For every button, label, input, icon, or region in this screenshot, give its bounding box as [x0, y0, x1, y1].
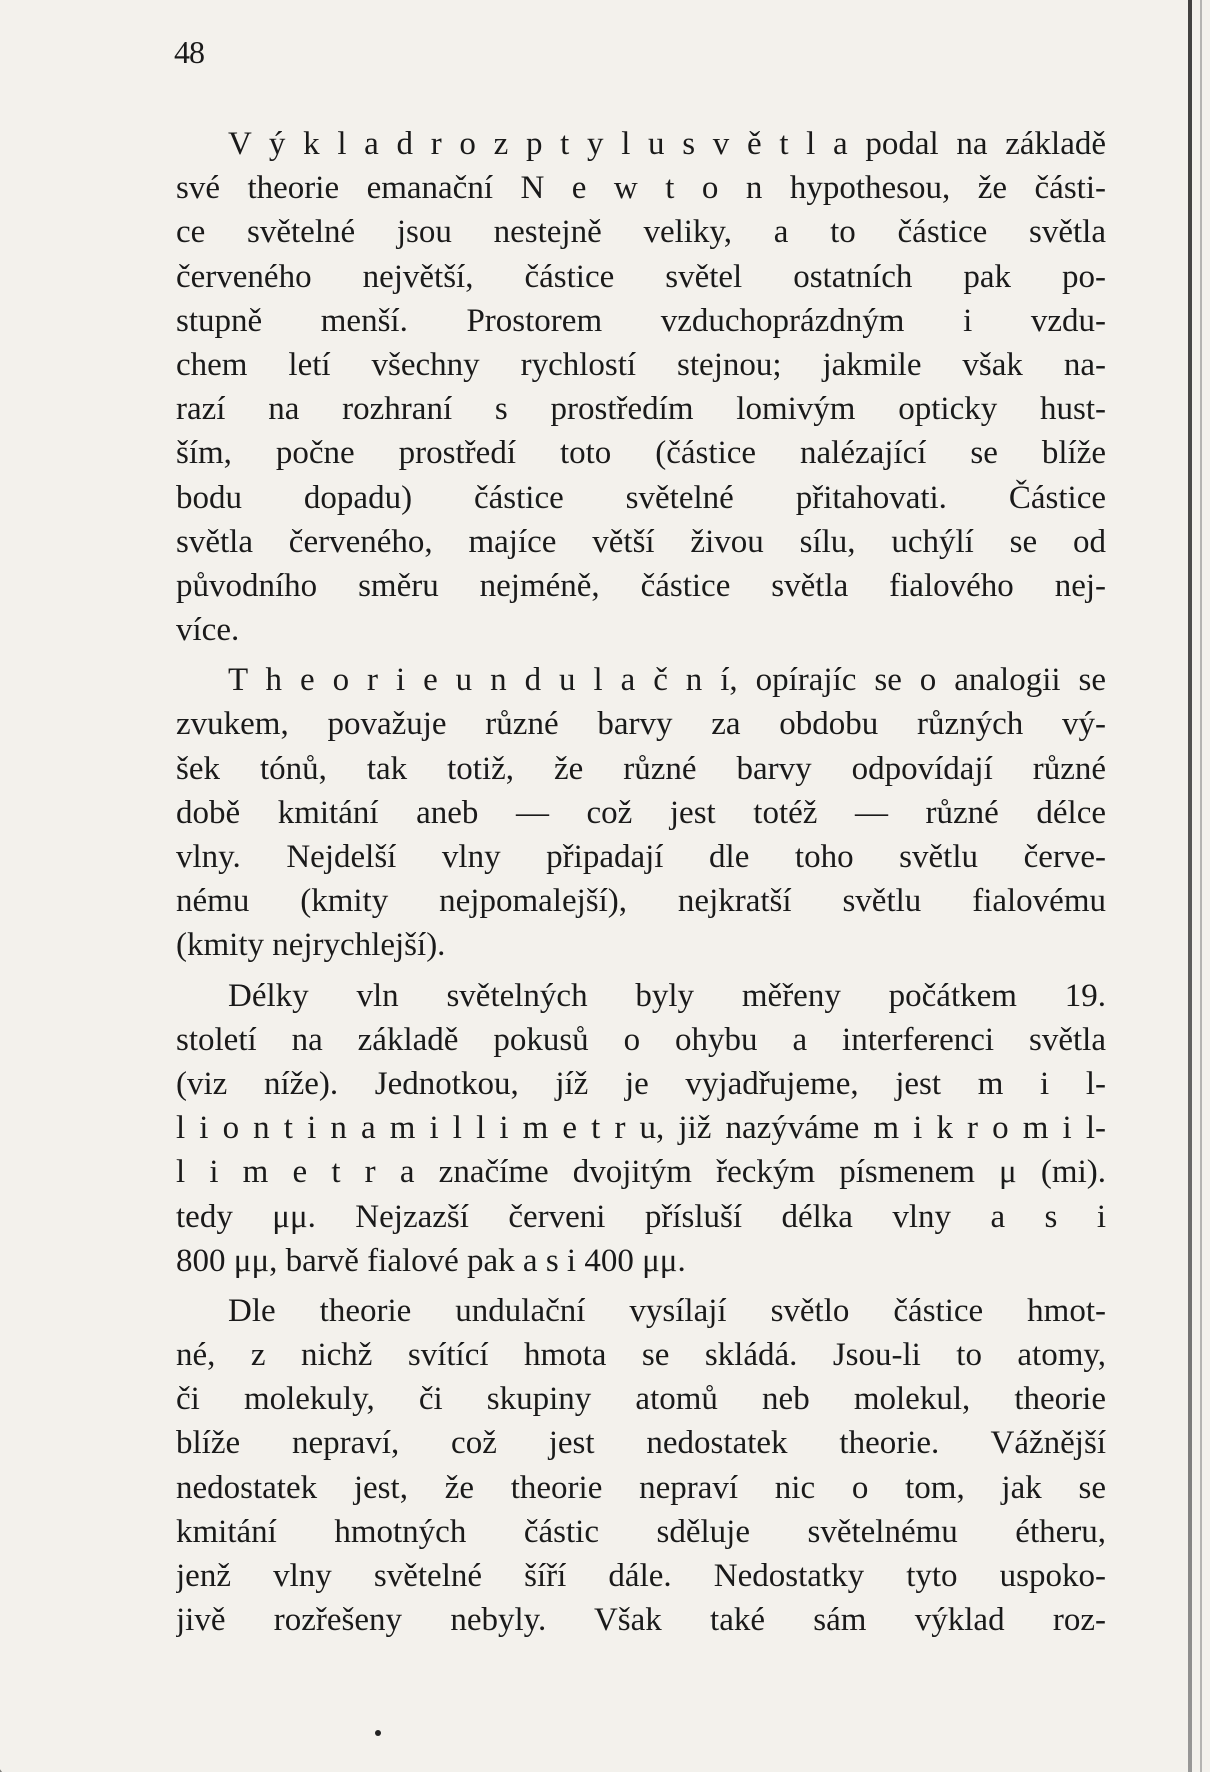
text-line: (kmity nejrychlejší).	[176, 927, 446, 964]
text-line: bodu dopadu) částice světelné přitahovati. Částice	[176, 479, 1106, 516]
text-line: 800 μμ, barvě fialové pak a s i 400 μμ.	[176, 1242, 686, 1279]
text-line: vlny. Nejdelší vlny připadají dle toho světlu červe-	[176, 839, 1106, 875]
text-line: l i o n t i n a m i l l i m e t r u, již nazýváme m i k r o m i l-	[176, 1110, 1106, 1147]
text-line: T h e o r i e u n d u l a č n í, opírajíc se o analogii se	[228, 662, 1106, 699]
text-line: ce světelné jsou nestejně veliky, a to částice světla	[176, 214, 1106, 251]
text-line: jenž vlny světelné šíří dále. Nedostatky tyto uspoko-	[176, 1558, 1106, 1594]
text-line: l i m e t r a značíme dvojitým řeckým písmenem μ (mi).	[176, 1154, 1106, 1191]
text-line: původního směru nejméně, částice světla fialového nej-	[176, 567, 1106, 604]
text-line: době kmitání aneb — což jest totéž — různé délce	[176, 794, 1106, 831]
page-edge-line	[1200, 0, 1202, 1772]
text-line: blíže nepraví, což jest nedostatek theorie. Vážnější	[176, 1425, 1106, 1462]
text-line: zvukem, považuje různé barvy za obdobu různých vý-	[176, 706, 1106, 743]
text-line: kmitání hmotných částic sděluje světelnému étheru,	[176, 1513, 1106, 1550]
text-line: nedostatek jest, že theorie nepraví nic o tom, jak se	[176, 1469, 1106, 1506]
body-text	[176, 122, 1106, 1642]
text-line: tedy μμ. Nejzazší červeni přísluší délka vlny a s i	[176, 1198, 1106, 1235]
text-line: světla červeného, majíce větší živou sílu, uchýlí se od	[176, 523, 1106, 560]
ink-dot	[375, 1730, 381, 1736]
text-line: Délky vln světelných byly měřeny počátkem 19.	[228, 977, 1106, 1014]
text-line: šek tónů, tak totiž, že různé barvy odpovídají různé	[176, 750, 1106, 787]
text-line: né, z nichž svítící hmota se skládá. Jsou-li to atomy,	[176, 1337, 1106, 1374]
text-line: ším, počne prostředí toto (částice nalézající se blíže	[176, 435, 1106, 472]
text-line: stupně menší. Prostorem vzduchoprázdným i vzdu-	[176, 302, 1106, 339]
page-edge-shadow	[1188, 0, 1192, 1772]
text-line: V ý k l a d r o z p t y l u s v ě t l a podal na základě	[228, 126, 1106, 162]
text-line: nému (kmity nejpomalejší), nejkratší světlu fialovému	[176, 883, 1106, 920]
text-line: více.	[176, 612, 240, 649]
text-line: Dle theorie undulační vysílají světlo částice hmot-	[228, 1292, 1106, 1329]
text-line: či molekuly, či skupiny atomů neb molekul, theorie	[176, 1381, 1106, 1418]
text-line: červeného největší, částice světel ostatních pak po-	[176, 258, 1106, 295]
paragraph-2	[176, 658, 1106, 967]
text-line: století na základě pokusů o ohybu a interferenci světla	[176, 1021, 1106, 1058]
paragraph-3	[176, 974, 1106, 1283]
text-line: razí na rozhraní s prostředím lomivým opticky hust-	[176, 391, 1106, 428]
text-line: jivě rozřešeny nebyly. Však také sám výklad roz-	[176, 1602, 1106, 1639]
paragraph-1	[176, 122, 1106, 652]
corner-mark	[0, 1712, 42, 1772]
page-number: 48	[174, 34, 204, 70]
text-line: (viz níže). Jednotkou, jíž je vyjadřujeme, jest m i l-	[176, 1065, 1106, 1102]
text-line: své theorie emanační N e w t o n hypothesou, že části-	[176, 170, 1106, 207]
paragraph-4	[176, 1289, 1106, 1643]
text-line: chem letí všechny rychlostí stejnou; jakmile však na-	[176, 346, 1106, 383]
